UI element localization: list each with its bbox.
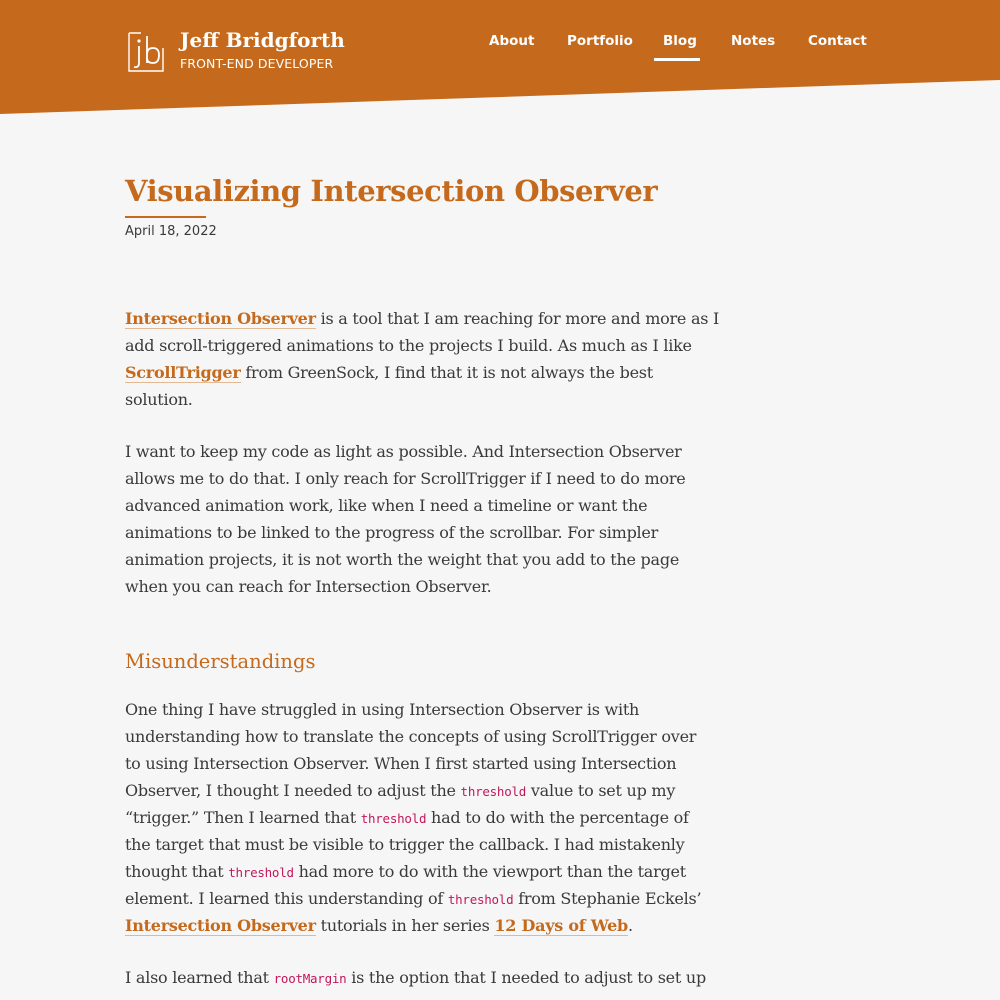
text: .: [627, 916, 633, 935]
text: thought that: [125, 862, 229, 881]
post-date: April 18, 2022: [125, 224, 217, 239]
paragraph-line: [125, 916, 633, 936]
nav-notes[interactable]: Notes: [731, 33, 776, 49]
paragraph-line: add scroll-triggered animations to the projects I build. As much as I like: [125, 336, 692, 355]
nav-about[interactable]: About: [489, 33, 535, 49]
text: I also learned that: [125, 968, 274, 987]
text: “trigger.” Then I learned that: [125, 808, 361, 827]
nav-active-indicator: [654, 58, 700, 61]
brand-name[interactable]: Jeff Bridgforth: [180, 28, 345, 52]
text: element. I learned this understanding of: [125, 889, 448, 908]
brand-tagline: FRONT-END DEVELOPER: [180, 56, 334, 71]
paragraph-line: [125, 808, 689, 829]
paragraph-line: allows me to do that. I only reach for ScrollTrigger if I need to do more: [125, 469, 686, 488]
intersection-observer-link[interactable]: Intersection Observer: [125, 309, 316, 328]
paragraph-line: [125, 781, 675, 802]
paragraph-line: advanced animation work, like when I need a timeline or want the: [125, 496, 648, 515]
paragraph-line: animations to be linked to the progress of the scrollbar. For simpler: [125, 523, 659, 542]
inline-code: threshold: [360, 811, 427, 826]
paragraph-line: to using Intersection Observer. When I first started using Intersection: [125, 754, 677, 773]
text: from GreenSock, I find that it is not always the best: [240, 363, 653, 382]
inline-code: threshold: [228, 865, 294, 880]
post-title: Visualizing Intersection Observer: [125, 174, 658, 208]
nav-contact[interactable]: Contact: [808, 33, 867, 49]
inline-code: threshold: [460, 784, 527, 799]
section-heading: Misunderstandings: [125, 650, 316, 673]
text: from Stephanie Eckels’: [513, 889, 702, 908]
jb-monogram-icon[interactable]: [128, 32, 164, 72]
paragraph-line: the target that must be visible to trigger the callback. I had mistakenly: [125, 835, 685, 854]
nav-blog[interactable]: Blog: [663, 33, 697, 49]
intersection-observer-tutorial-link[interactable]: Intersection Observer: [125, 916, 316, 935]
inline-code: threshold: [447, 892, 514, 907]
paragraph-line: [125, 889, 701, 910]
paragraph-line: animation projects, it is not worth the weight that you add to the page: [125, 550, 680, 569]
text: tutorials in her series: [315, 916, 495, 935]
paragraph-line: understanding how to translate the concepts of using ScrollTrigger over: [125, 727, 697, 746]
paragraph-line: One thing I have struggled in using Intersection Observer is with: [125, 700, 640, 719]
paragraph-line: [125, 363, 653, 383]
paragraph-line: solution.: [125, 390, 193, 409]
paragraph-line: I want to keep my code as light as possible. And Intersection Observer: [125, 442, 682, 461]
paragraph-line: [125, 968, 706, 989]
text: is the option that I needed to adjust to set up: [346, 968, 706, 987]
text: value to set up my: [526, 781, 676, 800]
inline-code: rootMargin: [273, 971, 347, 986]
paragraph-line: [125, 862, 686, 883]
text: had more to do with the viewport than the target: [293, 862, 686, 881]
paragraph-line: when you can reach for Intersection Observer.: [125, 577, 492, 596]
scrolltrigger-link[interactable]: ScrollTrigger: [125, 363, 241, 382]
text: had to do with the percentage of: [426, 808, 689, 827]
text: is a tool that I am reaching for more and more as I: [315, 309, 720, 328]
nav-portfolio[interactable]: Portfolio: [567, 33, 633, 49]
text: Observer, I thought I needed to adjust the: [125, 781, 461, 800]
paragraph-line: [125, 309, 719, 329]
title-divider: [125, 216, 206, 218]
12-days-of-web-link[interactable]: 12 Days of Web: [494, 916, 628, 935]
